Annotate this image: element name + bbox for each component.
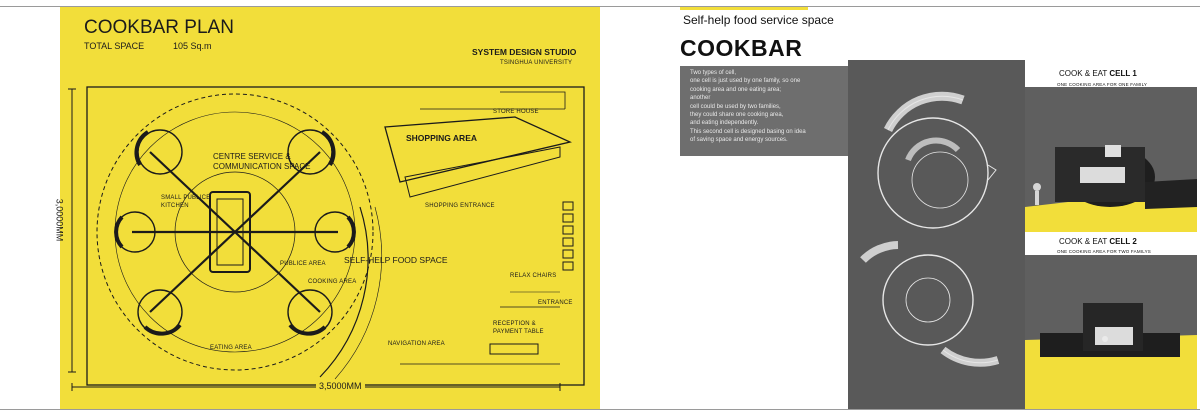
university-name: TSINGHUA UNIVERSITY [500,60,573,66]
cell-drawings-panel [848,60,1025,409]
page-subtitle: Self-help food service space [683,13,834,27]
cell1-outer-ring [878,118,988,228]
cell2-prefix: COOK & EAT [1059,237,1108,246]
cookbar-plan-panel [54,7,600,409]
bottom-frame-line [0,409,1200,410]
studio-name: SYSTEM DESIGN STUDIO [472,47,577,57]
cell2-render [1025,255,1197,409]
label-small-publice: SMALL PUBLICE [161,195,211,201]
subtitle-accent-bar [680,7,808,10]
cell1-render [1025,87,1197,232]
label-cooking-area: COOKING AREA [308,279,357,285]
cell2-label: CELL 2 [1109,237,1137,246]
label-centre-service: CENTRE SERVICE & [213,152,291,161]
label-navigation-area: NAVIGATION AREA [388,341,445,347]
label-payment-table: PAYMENT TABLE [493,329,544,335]
label-communication-space: COMMUNICATION SPACE [213,162,311,171]
cell1-label: CELL 1 [1109,69,1137,78]
shopping-area-outline [385,117,570,182]
label-shopping-entrance: SHOPPING ENTRANCE [425,203,495,209]
label-store-house: STORE HOUSE [493,109,539,115]
cell1-heading [1057,69,1139,78]
cell2-subtitle: ONE COOKING AREA FOR TWO FAMILYS [1057,249,1151,254]
cell2-heading [1057,237,1139,246]
total-space-label: TOTAL SPACE [84,41,145,51]
plan-title: COOKBAR PLAN [84,17,234,38]
label-eating-area: EATING AREA [210,345,252,351]
label-kitchen: KITCHEN [161,203,189,209]
plan-boundary [87,87,584,385]
floor-plan-drawing [60,7,600,409]
label-reception: RECEPTION & [493,321,536,327]
vertical-dimension-label: 3,0000MM [54,198,65,242]
total-space-value: 105 Sq.m [173,41,212,51]
label-publice-area: PUBLICE AREA [280,261,326,267]
label-entrance: ENTRANCE [538,300,573,306]
cell-wireframe-drawings [848,60,1025,409]
label-relax-chairs: RELAX CHAIRS [510,273,557,279]
cell1-prefix: COOK & EAT [1059,69,1108,78]
label-shopping-area: SHOPPING AREA [406,133,478,143]
cell2-outer-ring [883,255,973,345]
label-self-help-food-space: SELF-HELP FOOD SPACE [344,255,448,265]
description-text: Two types of cell, one cell is just used by one family, so one cooking area and one eating area; another cell could be used by two families, they could share one cooking area, and eating independently. This second cell is designed basing on idea of saving space and energy sources. [690,70,806,144]
page-title: COOKBAR [680,35,803,61]
cell1-subtitle: ONE COOKING AREA FOR ONE FAMILY [1057,82,1148,87]
reception-table [490,344,538,354]
horizontal-dimension-label: 3,5000MM [316,381,365,391]
